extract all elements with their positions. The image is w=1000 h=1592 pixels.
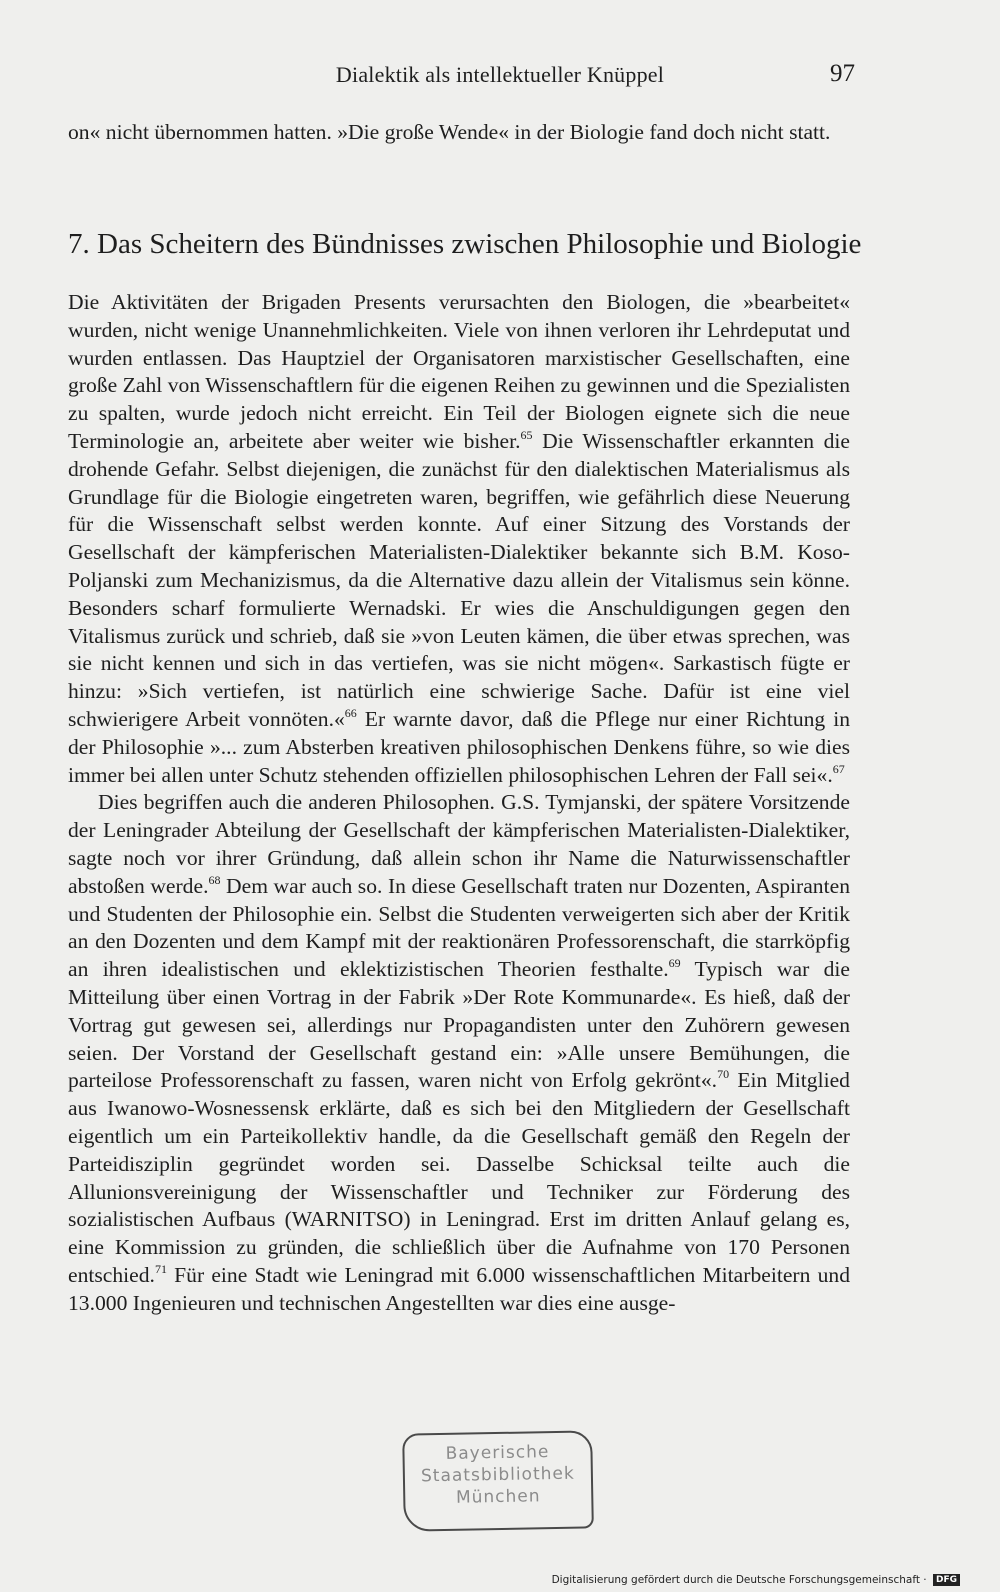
stamp-line: Staatsbibliothek: [420, 1463, 575, 1487]
section-heading: 7. Das Scheitern des Bündnisses zwischen Philosophie und Biologie: [68, 228, 862, 260]
paragraph-text: Er warnte davor, daß die Pflege nur einer Richtung in der Philosophie »... zum Absterben kreativen philosophischen Denkens führe, so wie dies immer bei allen unter Schutz stehenden offiziellen philosophischen Lehren der Fall sei«.: [68, 706, 851, 787]
stamp-line: Bayerische: [445, 1442, 550, 1464]
paragraph-text: Dem war auch so. In diese Gesellschaft traten nur Dozenten, Aspiranten und Studenten der Philosophie ein. Selbst die Studenten verweigerten sich aber der Kritik an den Dozenten und dem Kampf mit der reaktionären Professorenschaft, die starrköpfig an ihren idealistischen und eklektizistischen Theorien festhalte.: [68, 873, 850, 982]
paragraph-text: Ein Mitglied aus Iwanowo-Wosnessensk erklärte, daß es sich bei den Mitgliedern der Gesellschaft eigentlich um ein Parteikollektiv handle, da die Gesellschaft gemäß den Regeln der Parteidisziplin gegründet worden sei. Dasselbe Schicksal teilte auch die Allunionsvereinigung der Wissenschaftler und Techniker zur Förderung des sozialistischen Aufbaus (WARNITSO) in Leningrad. Erst im dritten Anlauf gelang es, eine Kommission zu gründen, die schließlich über die Aufnahme von 170 Personen entschied.: [68, 1068, 850, 1287]
paragraph-text: Dies begriffen auch die anderen Philosophen. G.S. Tymjanski, der spätere Vorsitzende der Leningrader Abteilung der Gesellschaft der kämpferischen Materialisten-Dialektiker, sagte noch vor ihrer Gründung, daß allein schon ihr Name die Naturwissenschaftler abstoßen werde.: [68, 790, 850, 898]
footnote-ref: 65: [520, 427, 533, 442]
footnote-ref: 67: [832, 761, 845, 776]
running-header-title: Dialektik als intellektueller Knüppel: [335, 62, 665, 87]
paragraph-2: [68, 789, 850, 1317]
stamp-line: München: [455, 1486, 541, 1508]
paragraph-text: Die Aktivitäten der Brigaden Presents verursachten den Biologen, die »bearbeitet« wurden, nicht wenige Unannehmlichkeiten. Viele von ihnen verloren ihr Lehrdeputat und wurden entlassen. Das Hauptziel der Organisatoren marxistischer Gesellschaften, eine große Zahl von Wissenschaftlern für die eigenen Reihen zu gewinnen und die Spezialisten zu spalten, wurde jedoch nicht erreicht. Ein Teil der Biologen eignete sich die neue Terminologie an, arbeitete aber weiter wie bisher.: [68, 290, 850, 453]
footnote-ref: 68: [208, 872, 221, 887]
continuation-paragraph: [68, 119, 850, 147]
paragraph-text: Für eine Stadt wie Leningrad mit 6.000 wissenschaftlichen Mitarbeitern und 13.000 Ingenieuren und technischen Angestellten war dies eine ausge-: [68, 1262, 850, 1315]
footnote-ref: 71: [154, 1261, 167, 1276]
digitization-credit: [552, 1574, 960, 1586]
footnote-ref: 69: [668, 956, 681, 971]
credit-text: Digitalisierung gefördert durch die Deutsche Forschungsgemeinschaft ·: [551, 1574, 927, 1586]
body-text: [68, 289, 850, 1317]
library-stamp: [402, 1430, 594, 1531]
dfg-logo: DFG: [933, 1574, 960, 1586]
continuation-text: on« nicht übernommen hatten. »Die große Wende« in der Biologie fand doch nicht statt.: [68, 120, 831, 144]
footnote-ref: 70: [717, 1067, 730, 1082]
page-number: 97: [830, 60, 855, 87]
paragraph-text: Typisch war die Mitteilung über einen Vortrag in der Fabrik »Der Rote Kommunarde«. Es hieß, daß der Vortrag gut gewesen sei, allerdings nur Propagandisten unter den Zuhörern gewesen seien. Der Vorstand der Gesellschaft gestand ein: »Alle unsere Bemühungen, die parteilose Professorenschaft zu fassen, waren nicht von Erfolg gekrönt«.: [68, 957, 850, 1093]
footnote-ref: 66: [344, 705, 357, 720]
paragraph-1: [68, 289, 850, 789]
paragraph-text: Die Wissenschaftler erkannten die drohende Gefahr. Selbst diejenigen, die zunächst für den dialektischen Materialismus als Grundlage für die Biologie eingetreten waren, begriffen, wie gefährlich diese Neuerung für die Wissenschaft selbst werden konnte. Auf einer Sitzung des Vorstands der Gesellschaft der kämpferischen Materialisten-Dialektiker bekannte sich B.M. Koso-Poljanski zum Mechanizismus, da die Alternative dazu allein der Vitalismus sein könne. Besonders scharf formulierte Wernadski. Er wies die Anschuldigungen gegen den Vitalismus zurück und schrieb, daß sie »von Leuten kämen, die über etwas sprechen, was sie nicht kennen und sich in das vertiefen, was sie nicht mögen«. Sarkastisch fügte er hinzu: »Sich vertiefen, ist natürlich eine schwierige Sache. Dafür ist eine viel schwierigere Arbeit vonnöten.«: [68, 428, 850, 731]
